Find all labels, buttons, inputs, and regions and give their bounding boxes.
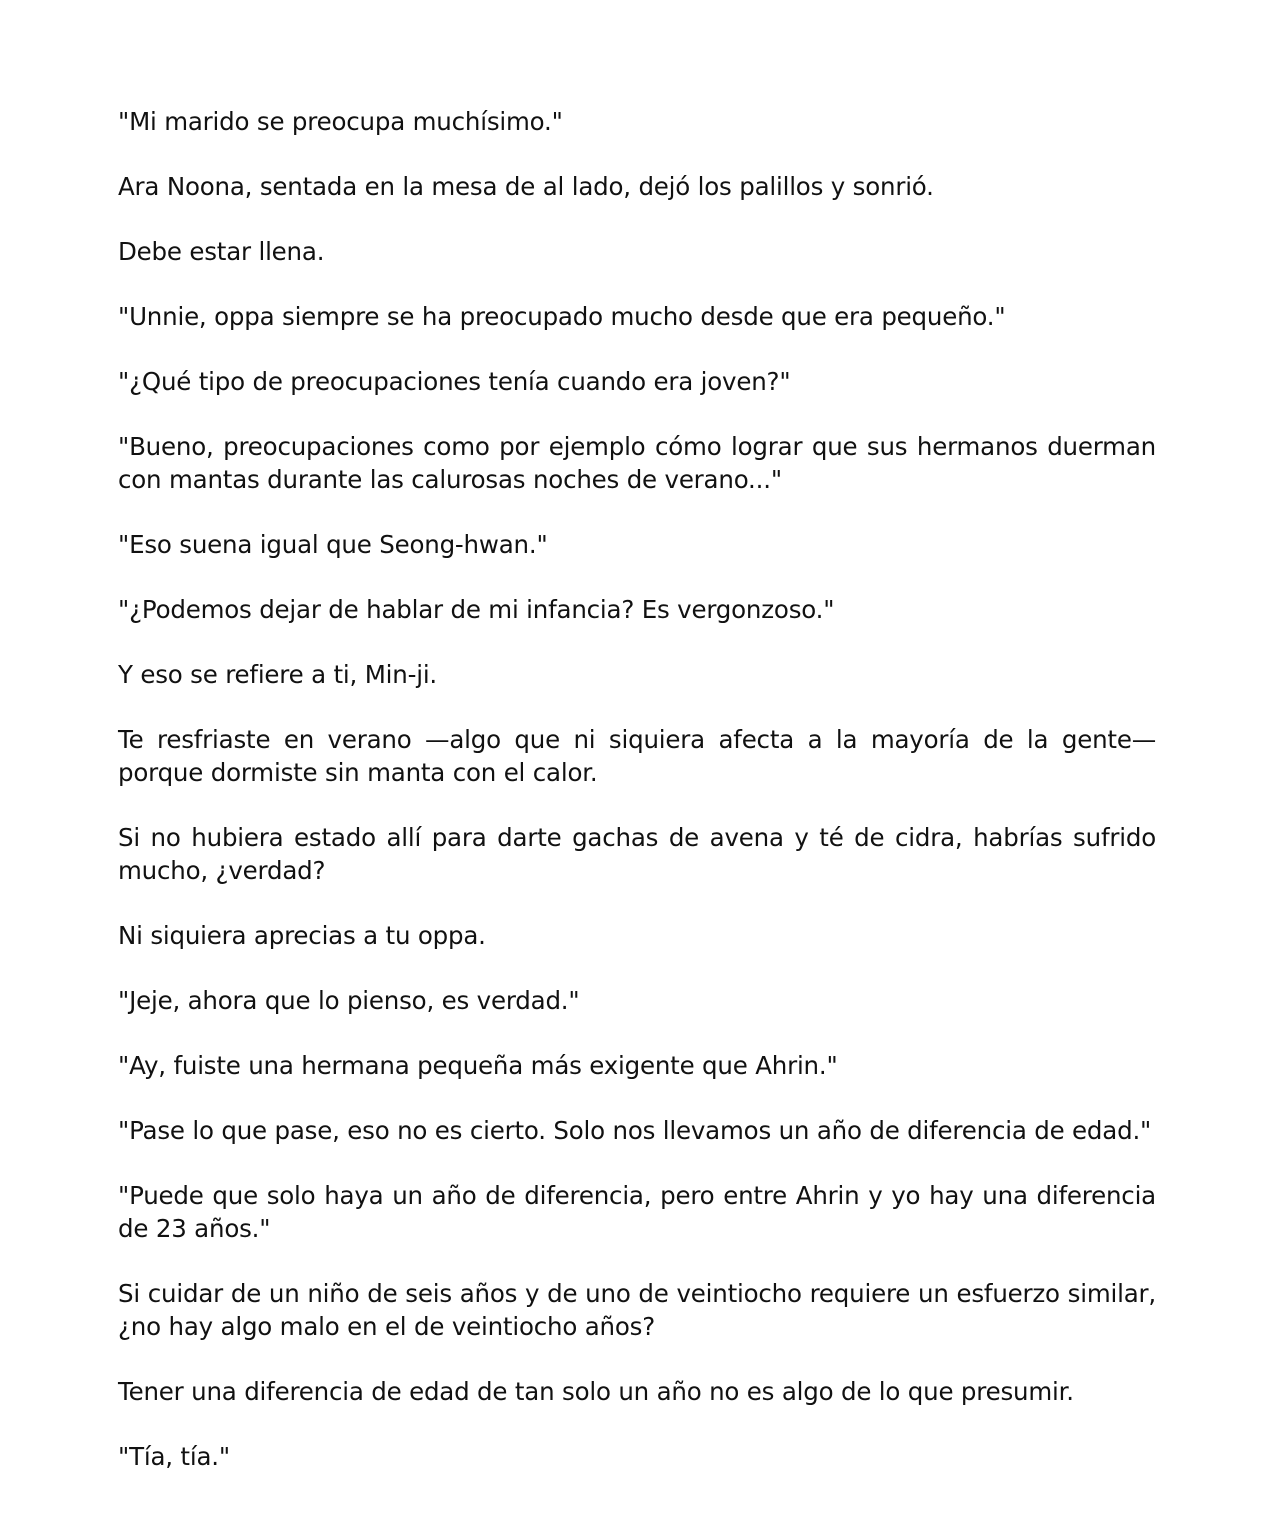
paragraph: "Jeje, ahora que lo pienso, es verdad." (118, 986, 580, 1015)
paragraph: "Puede que solo haya un año de diferencia, pero entre Ahrin y yo hay una diferencia de 23 años." (118, 1181, 1156, 1243)
paragraph: "Mi marido se preocupa muchísimo." (118, 107, 563, 136)
paragraph: Ni siquiera aprecias a tu oppa. (118, 921, 486, 950)
paragraph: "¿Qué tipo de preocupaciones tenía cuando era joven?" (118, 367, 791, 396)
document-page (118, 105, 1156, 1505)
paragraph: Si no hubiera estado allí para darte gachas de avena y té de cidra, habrías sufrido mucho, ¿verdad? (118, 823, 1156, 885)
paragraph: "Bueno, preocupaciones como por ejemplo cómo lograr que sus hermanos duerman con mantas durante las calurosas noches de verano..." (118, 432, 1156, 494)
paragraph: "Pase lo que pase, eso no es cierto. Solo nos llevamos un año de diferencia de edad." (118, 1116, 1152, 1145)
paragraph: Y eso se refiere a ti, Min-ji. (118, 660, 438, 689)
paragraph: Ara Noona, sentada en la mesa de al lado, dejó los palillos y sonrió. (118, 172, 934, 201)
paragraph: "Eso suena igual que Seong-hwan." (118, 530, 548, 559)
paragraph: Debe estar llena. (118, 237, 325, 266)
paragraph: "¿Podemos dejar de hablar de mi infancia? Es vergonzoso." (118, 595, 835, 624)
paragraph: Tener una diferencia de edad de tan solo un año no es algo de lo que presumir. (118, 1377, 1074, 1406)
paragraph: Te resfriaste en verano —algo que ni siquiera afecta a la mayoría de la gente— porque dormiste sin manta con el calor. (118, 725, 1156, 787)
paragraph: "Unnie, oppa siempre se ha preocupado mucho desde que era pequeño." (118, 302, 1006, 331)
paragraph: "Ay, fuiste una hermana pequeña más exigente que Ahrin." (118, 1051, 838, 1080)
paragraph: "Tía, tía." (118, 1442, 230, 1471)
paragraph: Si cuidar de un niño de seis años y de uno de veintiocho requiere un esfuerzo similar, ¿no hay algo malo en el de veintiocho años? (118, 1279, 1156, 1341)
